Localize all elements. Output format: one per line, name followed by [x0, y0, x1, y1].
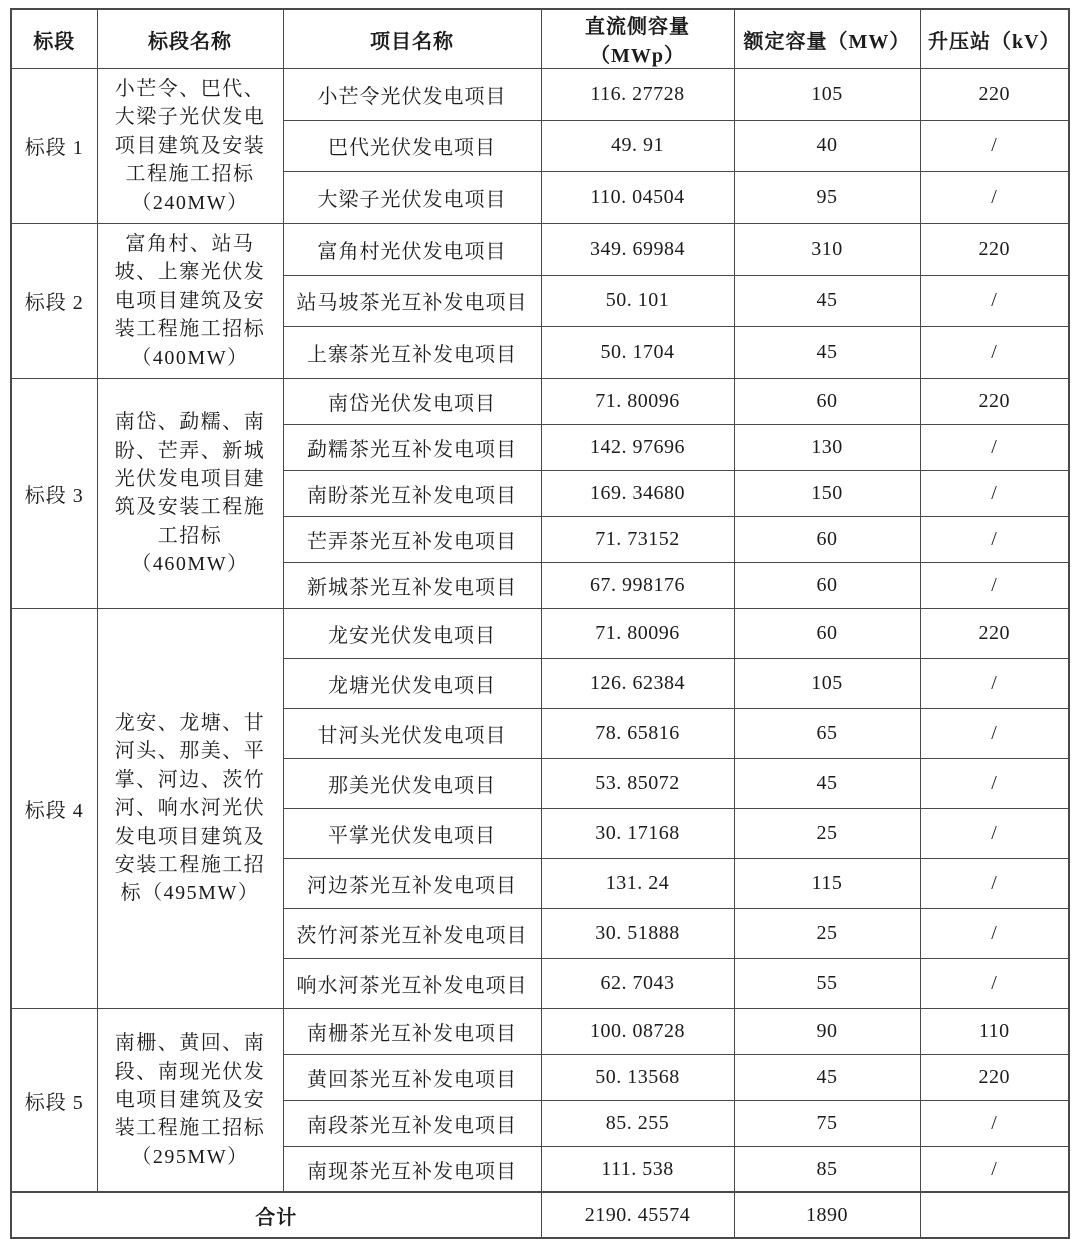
- rated-capacity-cell: 60: [734, 562, 920, 608]
- rated-capacity-cell: 45: [734, 758, 920, 808]
- substation-cell: /: [920, 708, 1069, 758]
- project-name-cell: 上寨茶光互补发电项目: [283, 327, 541, 379]
- dc-capacity-cell: 111. 538: [541, 1146, 734, 1192]
- total-label-cell: 合计: [11, 1192, 541, 1238]
- project-name-cell: 站马坡茶光互补发电项目: [283, 275, 541, 327]
- dc-capacity-cell: 116. 27728: [541, 69, 734, 121]
- rated-capacity-cell: 105: [734, 658, 920, 708]
- dc-capacity-cell: 349. 69984: [541, 223, 734, 275]
- rated-capacity-cell: 90: [734, 1008, 920, 1054]
- project-name-cell: 新城茶光互补发电项目: [283, 562, 541, 608]
- rated-capacity-cell: 95: [734, 172, 920, 224]
- dc-capacity-cell: 71. 80096: [541, 378, 734, 424]
- rated-capacity-cell: 65: [734, 708, 920, 758]
- section-name-cell: 富角村、站马坡、上寨光伏发电项目建筑及安装工程施工招标（400MW）: [97, 223, 283, 378]
- substation-cell: 220: [920, 223, 1069, 275]
- project-name-cell: 富角村光伏发电项目: [283, 223, 541, 275]
- project-name-cell: 南岱光伏发电项目: [283, 378, 541, 424]
- substation-cell: /: [920, 858, 1069, 908]
- project-name-cell: 南盼茶光互补发电项目: [283, 470, 541, 516]
- table-row: [11, 1008, 1069, 1054]
- project-name-cell: 黄回茶光互补发电项目: [283, 1054, 541, 1100]
- rated-capacity-cell: 45: [734, 275, 920, 327]
- bidding-sections-table-wrapper: [10, 8, 1068, 1239]
- rated-capacity-cell: 150: [734, 470, 920, 516]
- rated-capacity-cell: 75: [734, 1100, 920, 1146]
- project-name-cell: 平掌光伏发电项目: [283, 808, 541, 858]
- dc-capacity-cell: 169. 34680: [541, 470, 734, 516]
- substation-cell: 220: [920, 69, 1069, 121]
- header-cell-project-name: 项目名称: [283, 9, 541, 69]
- dc-capacity-cell: 100. 08728: [541, 1008, 734, 1054]
- substation-cell: /: [920, 1146, 1069, 1192]
- project-name-cell: 芒弄茶光互补发电项目: [283, 516, 541, 562]
- project-name-cell: 龙塘光伏发电项目: [283, 658, 541, 708]
- dc-capacity-cell: 142. 97696: [541, 424, 734, 470]
- rated-capacity-cell: 25: [734, 908, 920, 958]
- section-id-cell: 标段 4: [11, 608, 97, 1008]
- section-id-cell: 标段 2: [11, 223, 97, 378]
- substation-cell: /: [920, 658, 1069, 708]
- substation-cell: 110: [920, 1008, 1069, 1054]
- table-row: [11, 608, 1069, 658]
- rated-capacity-cell: 115: [734, 858, 920, 908]
- project-name-cell: 南现茶光互补发电项目: [283, 1146, 541, 1192]
- rated-capacity-cell: 60: [734, 516, 920, 562]
- substation-cell: 220: [920, 608, 1069, 658]
- bidding-sections-table: [10, 8, 1070, 1239]
- header-cell-section-name: 标段名称: [97, 9, 283, 69]
- total-substation-cell: [920, 1192, 1069, 1238]
- dc-capacity-cell: 110. 04504: [541, 172, 734, 224]
- substation-cell: /: [920, 120, 1069, 172]
- dc-capacity-cell: 78. 65816: [541, 708, 734, 758]
- total-row: [11, 1192, 1069, 1238]
- substation-cell: /: [920, 275, 1069, 327]
- rated-capacity-cell: 45: [734, 1054, 920, 1100]
- rated-capacity-cell: 85: [734, 1146, 920, 1192]
- table-row: [11, 223, 1069, 275]
- substation-cell: /: [920, 562, 1069, 608]
- dc-capacity-cell: 71. 73152: [541, 516, 734, 562]
- section-id-cell: 标段 5: [11, 1008, 97, 1192]
- rated-capacity-cell: 45: [734, 327, 920, 379]
- header-cell-section: 标段: [11, 9, 97, 69]
- substation-cell: /: [920, 516, 1069, 562]
- project-name-cell: 大梁子光伏发电项目: [283, 172, 541, 224]
- rated-capacity-cell: 130: [734, 424, 920, 470]
- dc-capacity-cell: 50. 1704: [541, 327, 734, 379]
- dc-capacity-cell: 62. 7043: [541, 958, 734, 1008]
- dc-capacity-cell: 67. 998176: [541, 562, 734, 608]
- dc-capacity-cell: 126. 62384: [541, 658, 734, 708]
- rated-capacity-cell: 310: [734, 223, 920, 275]
- section-id-cell: 标段 1: [11, 69, 97, 224]
- table-body: [11, 69, 1069, 1239]
- rated-capacity-cell: 55: [734, 958, 920, 1008]
- header-cell-rated-capacity: 额定容量（MW）: [734, 9, 920, 69]
- rated-capacity-cell: 60: [734, 608, 920, 658]
- dc-capacity-cell: 30. 51888: [541, 908, 734, 958]
- rated-capacity-cell: 25: [734, 808, 920, 858]
- rated-capacity-cell: 40: [734, 120, 920, 172]
- project-name-cell: 那美光伏发电项目: [283, 758, 541, 808]
- header-cell-substation: 升压站（kV）: [920, 9, 1069, 69]
- project-name-cell: 响水河茶光互补发电项目: [283, 958, 541, 1008]
- substation-cell: /: [920, 470, 1069, 516]
- substation-cell: /: [920, 327, 1069, 379]
- total-dc-cell: 2190. 45574: [541, 1192, 734, 1238]
- project-name-cell: 河边茶光互补发电项目: [283, 858, 541, 908]
- header-cell-dc-capacity: 直流侧容量（MWp）: [541, 9, 734, 69]
- section-id-cell: 标段 3: [11, 378, 97, 608]
- dc-capacity-cell: 85. 255: [541, 1100, 734, 1146]
- project-name-cell: 巴代光伏发电项目: [283, 120, 541, 172]
- rated-capacity-cell: 60: [734, 378, 920, 424]
- dc-capacity-cell: 50. 101: [541, 275, 734, 327]
- table-header: [11, 9, 1069, 69]
- project-name-cell: 勐糯茶光互补发电项目: [283, 424, 541, 470]
- rated-capacity-cell: 105: [734, 69, 920, 121]
- substation-cell: /: [920, 758, 1069, 808]
- dc-capacity-cell: 71. 80096: [541, 608, 734, 658]
- section-name-cell: 小芒令、巴代、大梁子光伏发电项目建筑及安装工程施工招标（240MW）: [97, 69, 283, 224]
- substation-cell: /: [920, 908, 1069, 958]
- substation-cell: /: [920, 172, 1069, 224]
- dc-capacity-cell: 53. 85072: [541, 758, 734, 808]
- dc-capacity-cell: 30. 17168: [541, 808, 734, 858]
- dc-capacity-cell: 131. 24: [541, 858, 734, 908]
- dc-capacity-cell: 49. 91: [541, 120, 734, 172]
- table-row: [11, 69, 1069, 121]
- project-name-cell: 龙安光伏发电项目: [283, 608, 541, 658]
- project-name-cell: 甘河头光伏发电项目: [283, 708, 541, 758]
- substation-cell: /: [920, 424, 1069, 470]
- substation-cell: /: [920, 1100, 1069, 1146]
- project-name-cell: 茨竹河茶光互补发电项目: [283, 908, 541, 958]
- project-name-cell: 南栅茶光互补发电项目: [283, 1008, 541, 1054]
- header-row: [11, 9, 1069, 69]
- section-name-cell: 龙安、龙塘、甘河头、那美、平掌、河边、茨竹河、响水河光伏发电项目建筑及安装工程施工招标（495MW）: [97, 608, 283, 1008]
- total-rated-cell: 1890: [734, 1192, 920, 1238]
- section-name-cell: 南岱、勐糯、南盼、芒弄、新城光伏发电项目建筑及安装工程施工招标（460MW）: [97, 378, 283, 608]
- dc-capacity-cell: 50. 13568: [541, 1054, 734, 1100]
- project-name-cell: 南段茶光互补发电项目: [283, 1100, 541, 1146]
- substation-cell: /: [920, 958, 1069, 1008]
- project-name-cell: 小芒令光伏发电项目: [283, 69, 541, 121]
- substation-cell: /: [920, 808, 1069, 858]
- section-name-cell: 南栅、黄回、南段、南现光伏发电项目建筑及安装工程施工招标（295MW）: [97, 1008, 283, 1192]
- table-row: [11, 378, 1069, 424]
- substation-cell: 220: [920, 1054, 1069, 1100]
- substation-cell: 220: [920, 378, 1069, 424]
